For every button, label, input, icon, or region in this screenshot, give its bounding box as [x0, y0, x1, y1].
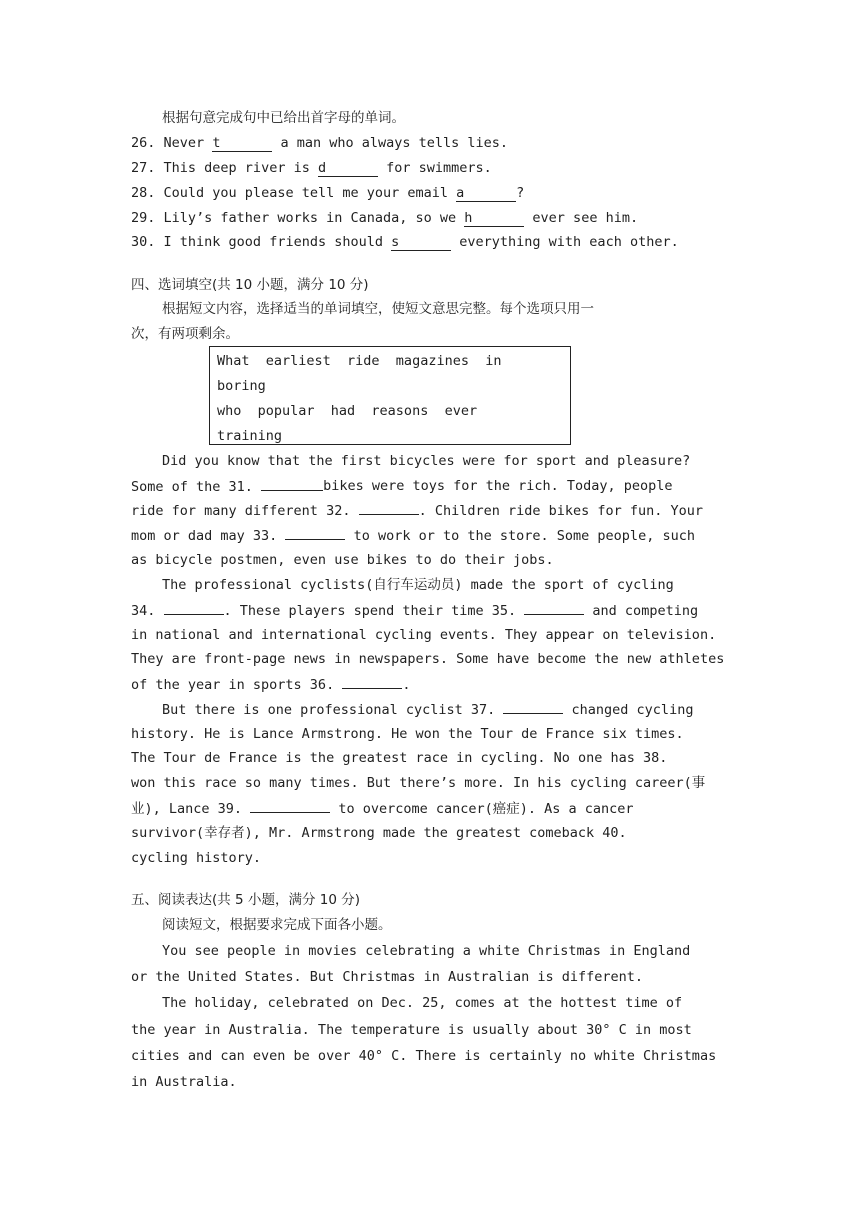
passage-line: The Tour de France is the greatest race in cycling. No one has 38. [131, 750, 668, 766]
answer-blank-28[interactable]: a [456, 185, 516, 202]
reading-line: The holiday, celebrated on Dec. 25, comes at the hottest time of [162, 995, 683, 1011]
word-bank-box [209, 346, 571, 445]
section5-heading: 五、阅读表达(共 5 小题，满分 10 分) [131, 892, 360, 908]
passage-line: won this race so many times. But there’s more. In his cycling career(事 [131, 775, 706, 791]
passage-line: They are front-page news in newspapers. Some have become the new athletes [131, 651, 725, 667]
word-bank-line: What earliest ride magazines in [217, 353, 502, 369]
passage-line: cycling history. [131, 850, 262, 866]
word-bank-line: who popular had reasons ever [217, 403, 478, 419]
reading-line: cities and can even be over 40° C. There is certainly no white Christmas [131, 1048, 717, 1064]
answer-blank-32[interactable] [359, 498, 419, 515]
answer-blank-26[interactable]: t [212, 135, 272, 152]
passage-line: The professional cyclists(自行车运动员) made the sport of cycling [162, 577, 674, 593]
question-28: 28. Could you please tell me your email a ? [131, 185, 525, 201]
section4-instruction-line1: 根据短文内容，选择适当的单词填空，使短文意思完整。每个选项只用一 [162, 301, 594, 317]
question-27: 27. This deep river is d for swimmers. [131, 160, 492, 176]
answer-blank-27[interactable]: d [318, 160, 378, 177]
reading-line: in Australia. [131, 1074, 237, 1090]
passage-line: mom or dad may 33. to work or to the store. Some people, such [131, 523, 651, 547]
passage-line: 34. . These players spend their time 35. and competing [131, 598, 651, 622]
passage-line: 业), Lance 39. to overcome cancer(癌症). As a cancer [131, 796, 651, 820]
passage-line: in national and international cycling events. They appear on television. [131, 627, 717, 643]
question-26: 26. Never t a man who always tells lies. [131, 135, 509, 151]
reading-line: the year in Australia. The temperature is usually about 30° C in most [131, 1022, 692, 1038]
answer-blank-37[interactable] [503, 697, 563, 714]
section4-heading: 四、选词填空(共 10 小题，满分 10 分) [131, 277, 369, 293]
question-29: 29. Lily’s father works in Canada, so we h ever see him. [131, 210, 639, 226]
passage-line: Some of the 31. bikes were toys for the rich. Today, people [131, 474, 651, 498]
word-bank-line: training [217, 428, 283, 444]
answer-blank-34[interactable] [164, 598, 224, 615]
word-bank-line: boring [217, 378, 266, 394]
passage-line: ride for many different 32. . Children ride bikes for fun. Your [131, 498, 651, 522]
answer-blank-33[interactable] [285, 523, 345, 540]
passage-line: as bicycle postmen, even use bikes to do their jobs. [131, 552, 554, 568]
section3-instruction: 根据句意完成句中已给出首字母的单词。 [162, 110, 405, 126]
passage-line: history. He is Lance Armstrong. He won the Tour de France six times. [131, 726, 684, 742]
passage-line: But there is one professional cyclist 37. changed cycling [162, 697, 651, 721]
answer-blank-36[interactable] [342, 672, 402, 689]
answer-blank-29[interactable]: h [464, 210, 524, 227]
answer-blank-39[interactable] [250, 796, 330, 813]
section4-instruction-line2: 次，有两项剩余。 [131, 326, 239, 342]
section5-instruction: 阅读短文，根据要求完成下面各小题。 [162, 917, 392, 933]
answer-blank-31[interactable] [261, 474, 323, 491]
reading-line: You see people in movies celebrating a white Christmas in England [162, 943, 691, 959]
answer-blank-30[interactable]: s [391, 234, 451, 251]
reading-line: or the United States. But Christmas in Australian is different. [131, 969, 644, 985]
answer-blank-35[interactable] [524, 598, 584, 615]
passage-line: of the year in sports 36. . [131, 672, 651, 696]
passage-line: Did you know that the first bicycles were for sport and pleasure? [162, 453, 691, 469]
passage-line: survivor(幸存者), Mr. Armstrong made the greatest comeback 40. [131, 825, 627, 841]
question-30: 30. I think good friends should s everything with each other. [131, 234, 679, 250]
